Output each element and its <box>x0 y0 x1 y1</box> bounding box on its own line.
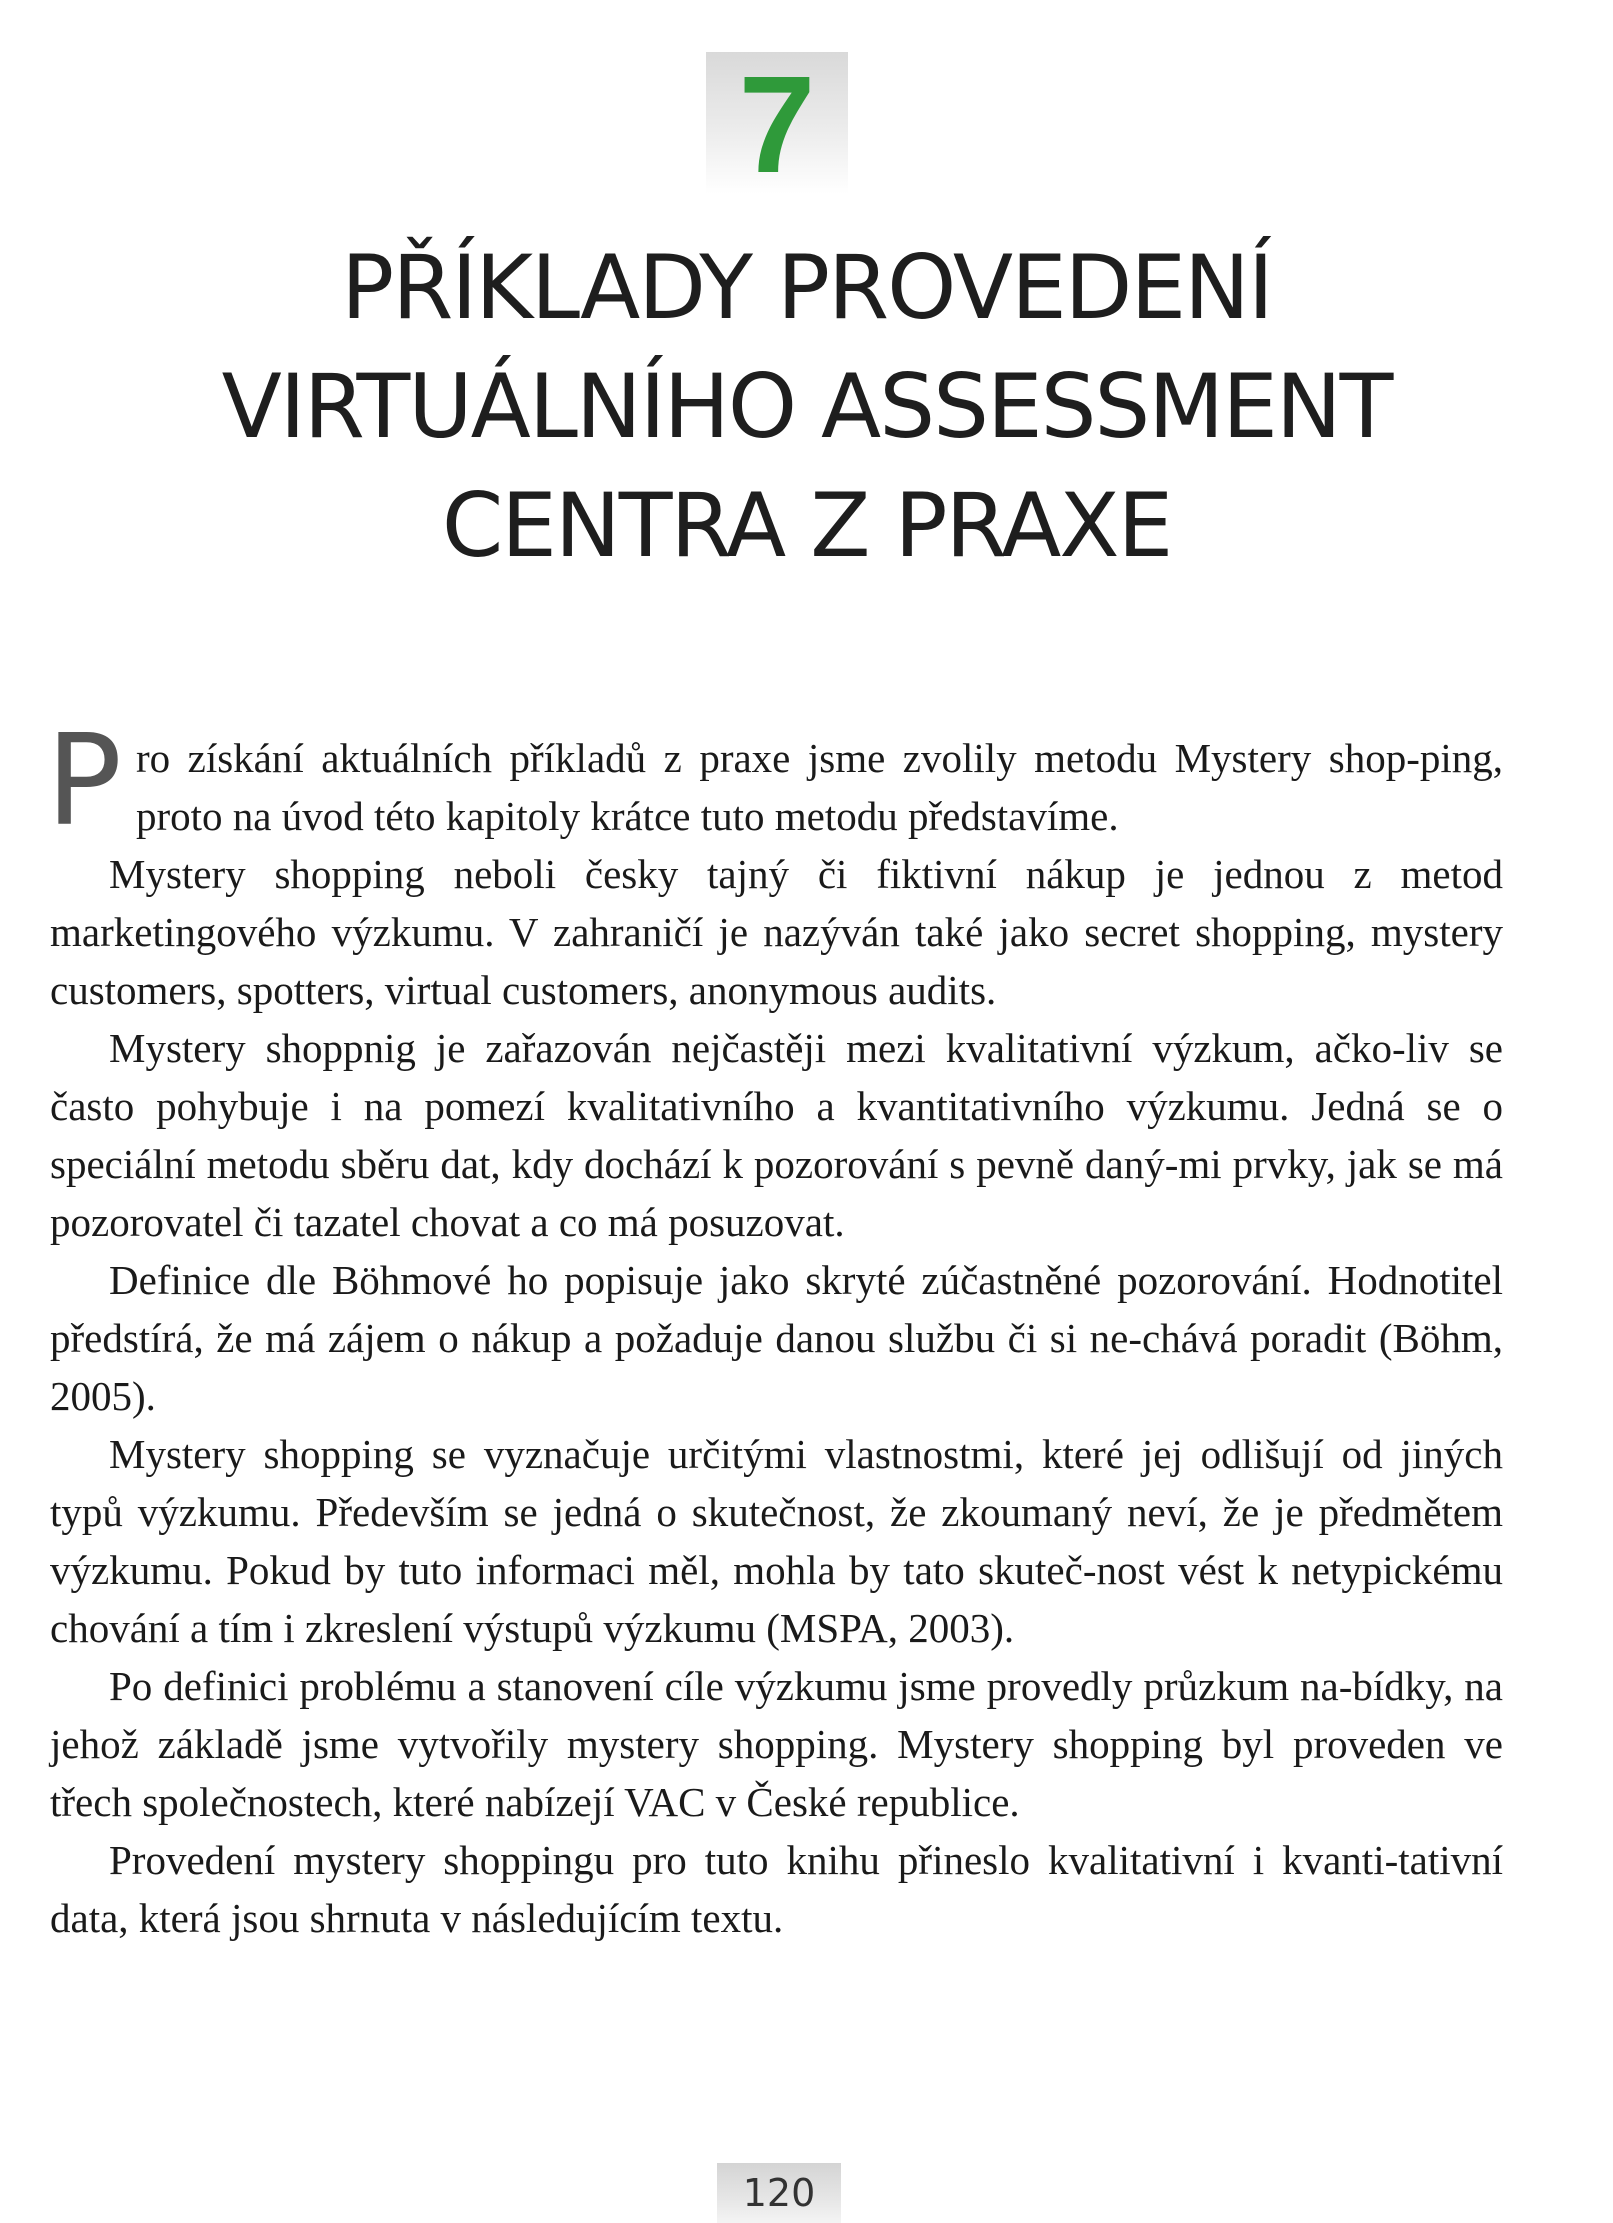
chapter-title-line: VIRTUÁLNÍHO ASSESSMENT <box>221 355 1392 458</box>
chapter-title-line: CENTRA Z PRAXE <box>441 474 1172 577</box>
paragraph <box>46 707 1503 854</box>
page-number: 120 <box>717 2163 841 2223</box>
paragraph-text: ro získání aktuálních příkladů z praxe jsme zvolily metodu Mystery shop-ping, proto na úvod této kapitoly krátce tuto metodu představíme. <box>135 735 1503 839</box>
chapter-title-line: PŘÍKLADY PROVEDENÍ <box>341 236 1272 339</box>
paragraph: Definice dle Böhmové ho popisuje jako skryté zúčastněné pozorování. Hodnotitel předstírá, že má zájem o nákup a požaduje danou službu či si ne-chává poradit (Böhm, 2005). <box>50 1257 1503 1419</box>
chapter-number-box <box>706 48 848 202</box>
body-text <box>46 707 1503 1947</box>
paragraph: Mystery shopping neboli česky tajný či fiktivní nákup je jednou z metod marketingového výzkumu. V zahraničí je nazýván také jako secret shopping, mystery customers, spotters, virtual customers, anonymous audits. <box>50 851 1503 1013</box>
chapter-number: 7 <box>738 48 816 202</box>
paragraph: Mystery shopping se vyznačuje určitými vlastnostmi, které jej odlišují od jiných typů výzkumu. Především se jedná o skutečnost, že zkoumaný neví, že je předmětem výzkumu. Pokud by tuto informaci měl, mohla by tato skuteč-nost vést k netypickému chování a tím i zkreslení výstupů výzkumu (MSPA, 2003). <box>50 1431 1503 1651</box>
chapter-title <box>0 228 1613 585</box>
drop-cap: P <box>46 707 122 854</box>
paragraph: Mystery shoppnig je zařazován nejčastěji mezi kvalitativní výzkum, ačko-liv se často pohybuje i na pomezí kvalitativního a kvantitativního výzkumu. Jedná se o speciální metodu sběru dat, kdy dochází k pozorování s pevně daný-mi prvky, jak se má pozorovatel či tazatel chovat a co má posuzovat. <box>50 1025 1503 1245</box>
paragraph: Provedení mystery shoppingu pro tuto knihu přineslo kvalitativní i kvanti-tativní data, která jsou shrnuta v následujícím textu. <box>50 1837 1503 1941</box>
paragraph: Po definici problému a stanovení cíle výzkumu jsme provedly průzkum na-bídky, na jehož základě jsme vytvořily mystery shopping. Mystery shopping byl proveden ve třech společnostech, které nabízejí VAC v České republice. <box>50 1663 1503 1825</box>
